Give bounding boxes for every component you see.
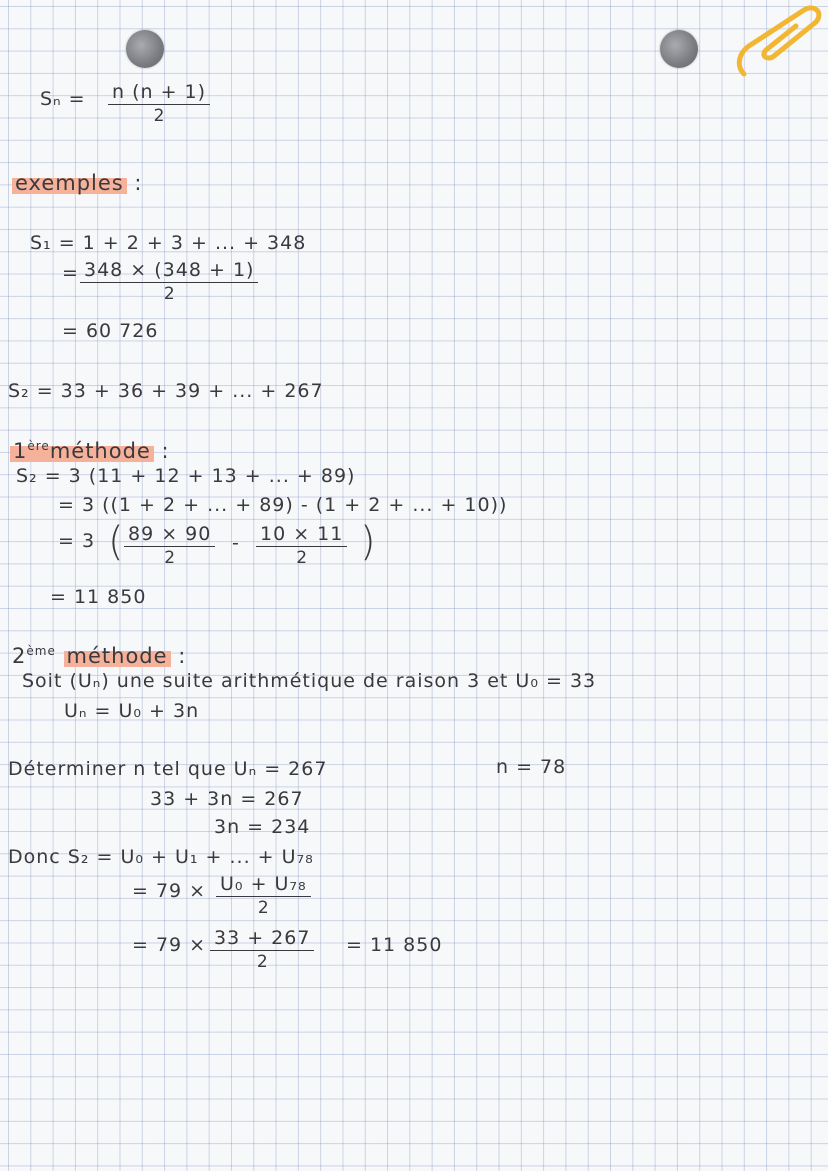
method2-sum-eq2-fraction — [210, 926, 314, 973]
s2-definition: S₂ = 33 + 36 + 39 + ... + 267 — [8, 380, 324, 402]
sum-formula-denominator: 2 — [153, 106, 165, 126]
method1-result: = 11 850 — [50, 586, 147, 608]
method2-step1: 33 + 3n = 267 — [150, 788, 304, 810]
method2-heading-word: méthode — [64, 644, 171, 668]
method2-n-value: n = 78 — [496, 756, 567, 778]
method2-sum-eq1-numerator: U₀ + U₇₈ — [216, 872, 311, 897]
examples-colon: : — [134, 171, 143, 195]
method1-colon: : — [161, 439, 170, 463]
close-parenthesis: ) — [360, 519, 376, 565]
method1-fraction2 — [256, 522, 347, 569]
example1-equals: = — [62, 262, 79, 284]
method2-line1: Soit (Uₙ) une suite arithmétique de raison 3 et U₀ = 33 — [22, 670, 597, 692]
method2-sum-eq1-prefix: = 79 × — [132, 880, 207, 902]
method1-minus: - — [232, 532, 240, 554]
method2-step2: 3n = 234 — [214, 816, 311, 838]
examples-heading-text: exemples — [12, 171, 127, 195]
method2-sum-eq2-numerator: 33 + 267 — [210, 926, 314, 951]
method2-sum-eq1-denominator: 2 — [257, 898, 269, 918]
method2-heading — [12, 640, 186, 667]
example1-denominator: 2 — [163, 284, 175, 304]
sum-formula-numerator: n (n + 1) — [108, 80, 210, 105]
method1-heading-word: méthode — [49, 439, 151, 463]
method1-fraction1-denominator: 2 — [164, 548, 176, 568]
sum-formula-lhs: Sₙ = — [40, 88, 86, 110]
method2-colon: : — [178, 644, 187, 668]
method1-fraction1-numerator: 89 × 90 — [124, 522, 215, 547]
method2-sum-eq2-result: = 11 850 — [346, 934, 443, 956]
method2-line2: Uₙ = U₀ + 3n — [64, 700, 200, 722]
method1-line3-prefix: = 3 — [58, 530, 96, 552]
example1-line1: S₁ = 1 + 2 + 3 + ... + 348 — [30, 232, 307, 254]
method2-sum-eq2-prefix: = 79 × — [132, 934, 207, 956]
punch-hole-left — [126, 30, 164, 68]
example1-result: = 60 726 — [62, 320, 159, 342]
open-parenthesis: ( — [108, 519, 124, 565]
method1-heading-highlight — [10, 439, 154, 463]
method1-fraction2-denominator: 2 — [296, 548, 308, 568]
paperclip-icon — [734, 4, 824, 84]
sum-formula-fraction — [108, 80, 210, 127]
punch-hole-right — [660, 30, 698, 68]
method1-fraction1 — [124, 522, 215, 569]
example1-fraction — [80, 258, 258, 305]
examples-heading — [12, 172, 143, 194]
method1-heading-superscript: ère — [27, 439, 50, 453]
method1-line1: S₂ = 3 (11 + 12 + 13 + ... + 89) — [16, 465, 356, 487]
method1-line2: = 3 ((1 + 2 + ... + 89) - (1 + 2 + ... + 10)) — [58, 494, 508, 516]
method1-fraction2-numerator: 10 × 11 — [256, 522, 347, 547]
method1-heading — [10, 435, 170, 462]
example1-numerator: 348 × (348 + 1) — [80, 258, 258, 283]
method2-sum-eq1-fraction — [216, 872, 311, 919]
method2-determine: Déterminer n tel que Uₙ = 267 — [8, 758, 328, 780]
method2-heading-number: 2 — [12, 644, 27, 668]
method2-sum-eq2-denominator: 2 — [256, 952, 268, 972]
method2-heading-superscript: ème — [26, 644, 56, 658]
method1-heading-number: 1 — [13, 439, 28, 463]
method2-donc: Donc S₂ = U₀ + U₁ + ... + U₇₈ — [8, 846, 314, 868]
